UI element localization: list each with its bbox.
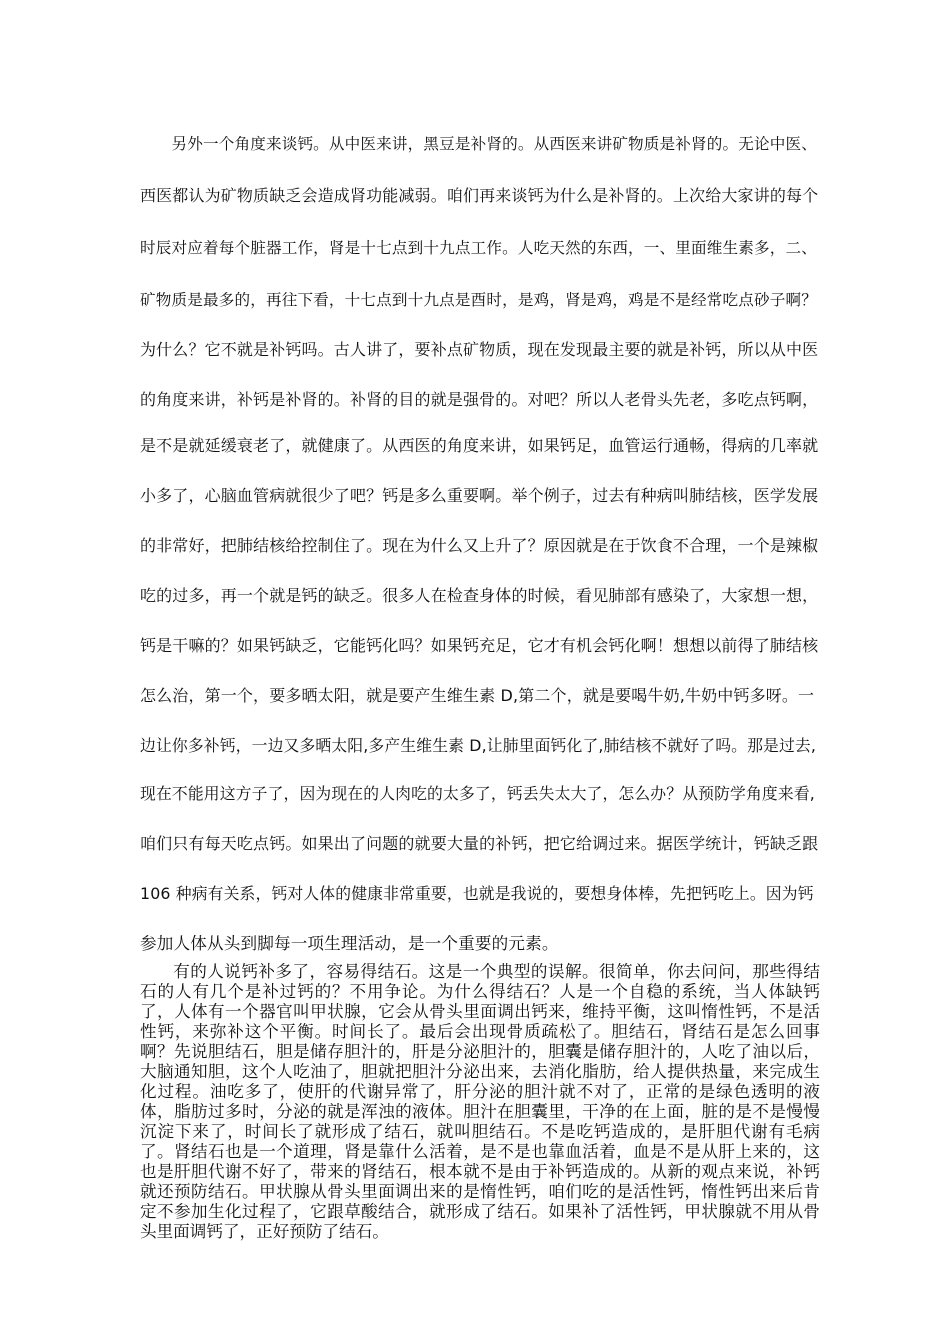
text-line: 咱们只有每天吃点钙。如果出了问题的就要大量的补钙，把它给调过来。据医学统计，钙缺乏跟 — [140, 834, 819, 853]
text-line: 时辰对应着每个脏器工作，肾是十七点到十九点工作。人吃天然的东西，一、里面维生素多，二、 — [140, 239, 817, 257]
text-line: 的角度来讲，补钙是补肾的。补肾的目的就是强骨的。对吧？所以人老骨头先老，多吃点钙啊， — [140, 390, 819, 409]
text-line: 钙是干嘛的？如果钙缺乏，它能钙化吗？如果钙充足，它才有机会钙化啊！想想以前得了肺结核 — [140, 636, 819, 655]
text-line: 为什么？它不就是补钙吗。古人讲了，要补点矿物质，现在发现最主要的就是补钙，所以从中医 — [140, 340, 819, 359]
text-line: 矿物质是最多的，再往下看，十七点到十九点是酉时，是鸡，肾是鸡，鸡是不是经常吃点砂子啊？ — [140, 291, 817, 309]
text-line: 现在不能用这方子了，因为现在的人肉吃的太多了，钙丢失太大了，怎么办？从预防学角度来看, — [140, 784, 815, 803]
text-line: 小多了，心脑血管病就很少了吧？钙是多么重要啊。举个例子，过去有种病叫肺结核，医学发展 — [140, 486, 819, 505]
text-line: 边让你多补钙，一边又多晒太阳,多产生维生素 D,让肺里面钙化了,肺结核不就好了吗。那是过去, — [140, 736, 817, 755]
text-line: 西医都认为矿物质缺乏会造成肾功能减弱。咱们再来谈钙为什么是补肾的。上次给大家讲的每个 — [140, 186, 819, 205]
text-line: 参加人体从头到脚每一项生理活动，是一个重要的元素。 — [140, 934, 559, 953]
text-line: 是不是就延缓衰老了，就健康了。从西医的角度来讲，如果钙足，血管运行通畅，得病的几率就 — [140, 436, 819, 455]
paragraph-kidney-stones: 有的人说钙补多了，容易得结石。这是一个典型的误解。很简单，你去问问，那些得结石的人有几个是补过钙的？不用争论。为什么得结石？人是一个自稳的系统，当人体缺钙了，人体有一个器官叫甲状腺，它会从骨头里面调出钙来，维持平衡，这叫惰性钙，不是活性钙，来弥补这个平衡。时间长了。最后会出现骨质疏松了。胆结石，肾结石是怎么回事啊？先说胆结石，胆是储存胆汁的，肝是分泌胆汁的，胆囊是储存胆汁的，人吃了油以后，大脑通知胆，这个人吃油了，胆就把胆汁分泌出来，去消化脂肪，给人提供热量，来完成生化过程。油吃多了，使肝的代谢异常了，肝分泌的胆汁就不对了，正常的是绿色透明的液体，脂肪过多时，分泌的就是浑浊的液体。胆汁在胆囊里，干净的在上面，脏的是不是慢慢沉淀下来了，时间长了就形成了结石，就叫胆结石。不是吃钙造成的，是肝胆代谢有毛病了。肾结石也是一个道理，肾是靠什么活着，是不是也靠血活着，血是不是从肝上来的，这也是肝胆代谢不好了，带来的肾结石，根本就不是由于补钙造成的。从新的观点来说，补钙就还预防结石。甲状腺从骨头里面调出来的是惰性钙，咱们吃的是活性钙，惰性钙出来后肯定不参加生化过程了，它跟草酸结合，就形成了结石。如果补了活性钙，甲状腺就不用从骨头里面调钙了，正好预防了结石。 — [140, 962, 820, 1241]
text-line: 另外一个角度来谈钙。从中医来讲，黑豆是补肾的。从西医来讲矿物质是补肾的。无论中医、 — [140, 135, 817, 153]
text-line: 怎么治，第一个，要多晒太阳，就是要产生维生素 D,第二个，就是要喝牛奶,牛奶中钙多呀。一 — [140, 686, 815, 705]
text-line: 106 种病有关系，钙对人体的健康非常重要，也就是我说的，要想身体棒，先把钙吃上。因为钙 — [140, 884, 814, 903]
text-line: 吃的过多，再一个就是钙的缺乏。很多人在检查身体的时候，看见肺部有感染了，大家想一想， — [140, 586, 819, 605]
text-line: 的非常好，把肺结核给控制住了。现在为什么又上升了？原因就是在于饮食不合理，一个是辣椒 — [140, 536, 819, 555]
